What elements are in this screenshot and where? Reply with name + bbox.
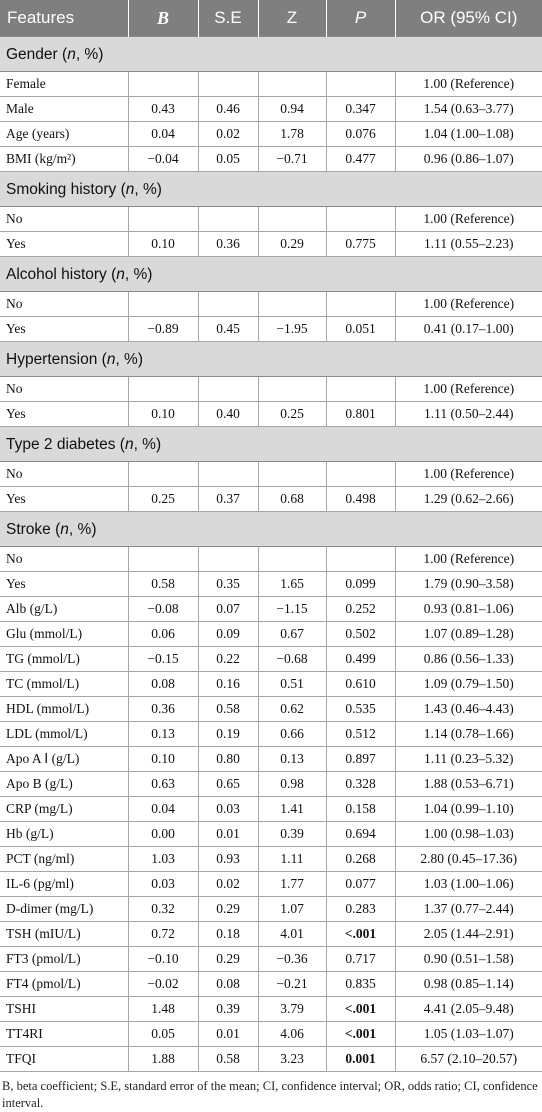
- cell-p: 0.328: [326, 772, 395, 797]
- cell-z: −0.36: [258, 947, 326, 972]
- cell-b: 0.10: [128, 747, 198, 772]
- section-header-row: [0, 427, 542, 462]
- cell-p: 0.099: [326, 572, 395, 597]
- cell-se: 0.16: [198, 672, 258, 697]
- cell-z: 0.51: [258, 672, 326, 697]
- header-features: Features: [0, 0, 128, 37]
- cell-or: 1.07 (0.89–1.28): [395, 622, 542, 647]
- table-row: [0, 997, 542, 1022]
- cell-se: 0.18: [198, 922, 258, 947]
- cell-z: 0.68: [258, 487, 326, 512]
- cell-p: 0.347: [326, 97, 395, 122]
- header-se: S.E: [198, 0, 258, 37]
- table-row: [0, 897, 542, 922]
- table-row: [0, 317, 542, 342]
- table-row: [0, 647, 542, 672]
- cell-z: 1.41: [258, 797, 326, 822]
- cell-se: 0.35: [198, 572, 258, 597]
- cell-se: 0.46: [198, 97, 258, 122]
- cell-or: 1.54 (0.63–3.77): [395, 97, 542, 122]
- cell-z: −1.15: [258, 597, 326, 622]
- table-row: [0, 72, 542, 97]
- cell-p: 0.051: [326, 317, 395, 342]
- cell-feature: Alb (g/L): [0, 597, 128, 622]
- cell-or: 4.41 (2.05–9.48): [395, 997, 542, 1022]
- cell-or: 0.96 (0.86–1.07): [395, 147, 542, 172]
- cell-se: [198, 72, 258, 97]
- cell-se: 0.01: [198, 822, 258, 847]
- section-suffix: (n, %): [119, 436, 162, 453]
- cell-or: 2.80 (0.45–17.36): [395, 847, 542, 872]
- cell-z: [258, 377, 326, 402]
- cell-b: [128, 547, 198, 572]
- section-header-cell: [0, 257, 542, 292]
- cell-feature: FT4 (pmol/L): [0, 972, 128, 997]
- cell-feature: IL-6 (pg/ml): [0, 872, 128, 897]
- table-row: [0, 747, 542, 772]
- section-label: Gender: [6, 46, 58, 63]
- table-row: [0, 797, 542, 822]
- header-z: Z: [258, 0, 326, 37]
- table-row: [0, 922, 542, 947]
- cell-se: 0.22: [198, 647, 258, 672]
- cell-b: −0.02: [128, 972, 198, 997]
- cell-b: 0.25: [128, 487, 198, 512]
- cell-feature: No: [0, 207, 128, 232]
- table-row: [0, 292, 542, 317]
- cell-se: 0.08: [198, 972, 258, 997]
- cell-or: 1.04 (0.99–1.10): [395, 797, 542, 822]
- cell-feature: Yes: [0, 572, 128, 597]
- cell-or: 2.05 (1.44–2.91): [395, 922, 542, 947]
- cell-z: 4.06: [258, 1022, 326, 1047]
- cell-p: 0.801: [326, 402, 395, 427]
- cell-se: 0.01: [198, 1022, 258, 1047]
- cell-b: −0.15: [128, 647, 198, 672]
- table-row: [0, 947, 542, 972]
- table-body: [0, 37, 542, 1072]
- cell-or: 0.90 (0.51–1.58): [395, 947, 542, 972]
- cell-b: 0.43: [128, 97, 198, 122]
- section-label: Stroke: [6, 521, 51, 538]
- table-row: [0, 572, 542, 597]
- cell-se: 0.03: [198, 797, 258, 822]
- cell-z: −0.68: [258, 647, 326, 672]
- cell-b: −0.10: [128, 947, 198, 972]
- cell-or: 0.86 (0.56–1.33): [395, 647, 542, 672]
- cell-or: 0.41 (0.17–1.00): [395, 317, 542, 342]
- section-header-row: [0, 257, 542, 292]
- table-row: [0, 377, 542, 402]
- table-row: [0, 402, 542, 427]
- cell-or: 1.14 (0.78–1.66): [395, 722, 542, 747]
- cell-z: 1.07: [258, 897, 326, 922]
- cell-z: 0.98: [258, 772, 326, 797]
- cell-b: 0.32: [128, 897, 198, 922]
- cell-or: 1.29 (0.62–2.66): [395, 487, 542, 512]
- cell-b: 0.04: [128, 797, 198, 822]
- cell-feature: FT3 (pmol/L): [0, 947, 128, 972]
- cell-p: <.001: [326, 1022, 395, 1047]
- cell-b: 0.03: [128, 872, 198, 897]
- section-header-cell: [0, 427, 542, 462]
- table-row: [0, 822, 542, 847]
- cell-z: 0.94: [258, 97, 326, 122]
- section-suffix: (n, %): [62, 46, 104, 63]
- cell-feature: Male: [0, 97, 128, 122]
- cell-feature: Hb (g/L): [0, 822, 128, 847]
- cell-z: 0.67: [258, 622, 326, 647]
- cell-p: 0.775: [326, 232, 395, 257]
- cell-feature: Yes: [0, 317, 128, 342]
- cell-p: 0.502: [326, 622, 395, 647]
- cell-feature: PCT (ng/ml): [0, 847, 128, 872]
- cell-z: −0.21: [258, 972, 326, 997]
- cell-z: 0.13: [258, 747, 326, 772]
- cell-p: 0.498: [326, 487, 395, 512]
- cell-feature: TFQI: [0, 1047, 128, 1072]
- cell-p: [326, 207, 395, 232]
- table-row: [0, 122, 542, 147]
- cell-b: 0.05: [128, 1022, 198, 1047]
- cell-or: 1.05 (1.03–1.07): [395, 1022, 542, 1047]
- cell-b: 0.63: [128, 772, 198, 797]
- cell-feature: Yes: [0, 487, 128, 512]
- cell-se: 0.39: [198, 997, 258, 1022]
- cell-p: 0.610: [326, 672, 395, 697]
- cell-se: 0.02: [198, 872, 258, 897]
- cell-b: 0.58: [128, 572, 198, 597]
- cell-or: 1.00 (0.98–1.03): [395, 822, 542, 847]
- cell-b: 0.08: [128, 672, 198, 697]
- cell-z: 0.25: [258, 402, 326, 427]
- cell-z: −0.71: [258, 147, 326, 172]
- section-header-row: [0, 172, 542, 207]
- section-label: Smoking history: [6, 181, 117, 198]
- cell-z: [258, 72, 326, 97]
- cell-b: [128, 462, 198, 487]
- table-row: [0, 232, 542, 257]
- cell-se: 0.65: [198, 772, 258, 797]
- cell-feature: Glu (mmol/L): [0, 622, 128, 647]
- header-row: [0, 0, 542, 37]
- table-row: [0, 872, 542, 897]
- cell-se: 0.07: [198, 597, 258, 622]
- cell-b: 1.03: [128, 847, 198, 872]
- section-header-row: [0, 512, 542, 547]
- cell-feature: No: [0, 377, 128, 402]
- cell-feature: TG (mmol/L): [0, 647, 128, 672]
- cell-feature: BMI (kg/m²): [0, 147, 128, 172]
- cell-z: 0.39: [258, 822, 326, 847]
- cell-z: [258, 547, 326, 572]
- cell-p: 0.499: [326, 647, 395, 672]
- cell-or: 1.09 (0.79–1.50): [395, 672, 542, 697]
- section-suffix: (n, %): [101, 351, 143, 368]
- section-header-cell: [0, 342, 542, 377]
- table-row: [0, 622, 542, 647]
- cell-p: <.001: [326, 922, 395, 947]
- cell-se: [198, 462, 258, 487]
- cell-p: 0.897: [326, 747, 395, 772]
- cell-or: 1.43 (0.46–4.43): [395, 697, 542, 722]
- cell-se: 0.45: [198, 317, 258, 342]
- cell-feature: TT4RI: [0, 1022, 128, 1047]
- cell-or: 1.79 (0.90–3.58): [395, 572, 542, 597]
- table-row: [0, 1047, 542, 1072]
- cell-p: 0.001: [326, 1047, 395, 1072]
- cell-or: 1.37 (0.77–2.44): [395, 897, 542, 922]
- table-row: [0, 97, 542, 122]
- section-header-cell: [0, 37, 542, 72]
- cell-p: 0.077: [326, 872, 395, 897]
- cell-p: 0.477: [326, 147, 395, 172]
- cell-p: 0.076: [326, 122, 395, 147]
- cell-se: 0.29: [198, 897, 258, 922]
- table-row: [0, 547, 542, 572]
- cell-z: 1.65: [258, 572, 326, 597]
- cell-b: 0.10: [128, 402, 198, 427]
- cell-se: 0.19: [198, 722, 258, 747]
- cell-feature: Age (years): [0, 122, 128, 147]
- cell-feature: TC (mmol/L): [0, 672, 128, 697]
- cell-feature: No: [0, 547, 128, 572]
- cell-p: 0.268: [326, 847, 395, 872]
- cell-se: 0.93: [198, 847, 258, 872]
- cell-p: 0.158: [326, 797, 395, 822]
- cell-z: [258, 292, 326, 317]
- cell-se: 0.37: [198, 487, 258, 512]
- cell-feature: TSH (mIU/L): [0, 922, 128, 947]
- cell-se: [198, 292, 258, 317]
- cell-or: 1.11 (0.50–2.44): [395, 402, 542, 427]
- cell-p: [326, 462, 395, 487]
- cell-b: [128, 292, 198, 317]
- cell-feature: TSHI: [0, 997, 128, 1022]
- cell-or: 1.04 (1.00–1.08): [395, 122, 542, 147]
- cell-b: 0.10: [128, 232, 198, 257]
- cell-se: 0.80: [198, 747, 258, 772]
- cell-or: 1.00 (Reference): [395, 462, 542, 487]
- cell-or: 0.93 (0.81–1.06): [395, 597, 542, 622]
- table-row: [0, 772, 542, 797]
- cell-b: [128, 72, 198, 97]
- section-header-cell: [0, 512, 542, 547]
- cell-z: 0.66: [258, 722, 326, 747]
- cell-se: 0.05: [198, 147, 258, 172]
- cell-z: 1.11: [258, 847, 326, 872]
- cell-feature: Apo A Ⅰ (g/L): [0, 747, 128, 772]
- table-row: [0, 672, 542, 697]
- table-header: [0, 0, 542, 37]
- section-header-cell: [0, 172, 542, 207]
- cell-or: 1.11 (0.23–5.32): [395, 747, 542, 772]
- header-p: P: [326, 0, 395, 37]
- cell-z: 1.77: [258, 872, 326, 897]
- table-row: [0, 972, 542, 997]
- cell-feature: HDL (mmol/L): [0, 697, 128, 722]
- cell-b: 0.36: [128, 697, 198, 722]
- cell-z: 0.62: [258, 697, 326, 722]
- cell-p: [326, 547, 395, 572]
- table-row: [0, 147, 542, 172]
- cell-p: 0.694: [326, 822, 395, 847]
- section-label: Hypertension: [6, 351, 98, 368]
- cell-se: 0.58: [198, 697, 258, 722]
- section-label: Alcohol history: [6, 266, 107, 283]
- cell-z: 3.23: [258, 1047, 326, 1072]
- cell-feature: D-dimer (mg/L): [0, 897, 128, 922]
- cell-feature: Apo B (g/L): [0, 772, 128, 797]
- cell-z: [258, 207, 326, 232]
- cell-z: [258, 462, 326, 487]
- table-footnote: B, beta coefficient; S.E, standard error of the mean; CI, confidence interval; OR, odds ratio; CI, confidence interval.: [2, 1079, 538, 1110]
- cell-p: 0.835: [326, 972, 395, 997]
- section-suffix: (n, %): [120, 181, 162, 198]
- cell-z: 4.01: [258, 922, 326, 947]
- cell-p: 0.535: [326, 697, 395, 722]
- cell-or: 1.11 (0.55–2.23): [395, 232, 542, 257]
- cell-b: [128, 377, 198, 402]
- cell-p: 0.717: [326, 947, 395, 972]
- cell-b: 0.72: [128, 922, 198, 947]
- cell-b: −0.89: [128, 317, 198, 342]
- cell-b: 0.04: [128, 122, 198, 147]
- cell-z: 1.78: [258, 122, 326, 147]
- cell-se: 0.40: [198, 402, 258, 427]
- cell-p: [326, 292, 395, 317]
- cell-feature: No: [0, 292, 128, 317]
- cell-or: 1.88 (0.53–6.71): [395, 772, 542, 797]
- cell-or: 1.00 (Reference): [395, 377, 542, 402]
- header-b: B: [128, 0, 198, 37]
- cell-or: 6.57 (2.10–20.57): [395, 1047, 542, 1072]
- section-header-row: [0, 342, 542, 377]
- cell-se: 0.29: [198, 947, 258, 972]
- table-row: [0, 722, 542, 747]
- cell-z: −1.95: [258, 317, 326, 342]
- cell-b: 0.00: [128, 822, 198, 847]
- cell-se: 0.09: [198, 622, 258, 647]
- section-label: Type 2 diabetes: [6, 436, 116, 453]
- cell-or: 1.00 (Reference): [395, 292, 542, 317]
- table-row: [0, 1022, 542, 1047]
- cell-b: 0.13: [128, 722, 198, 747]
- cell-se: 0.02: [198, 122, 258, 147]
- cell-se: 0.36: [198, 232, 258, 257]
- cell-se: [198, 547, 258, 572]
- cell-se: [198, 207, 258, 232]
- cell-p: 0.252: [326, 597, 395, 622]
- cell-z: 3.79: [258, 997, 326, 1022]
- cell-b: −0.08: [128, 597, 198, 622]
- cell-or: 1.00 (Reference): [395, 72, 542, 97]
- section-header-row: [0, 37, 542, 72]
- cell-p: [326, 72, 395, 97]
- header-or: OR (95% CI): [395, 0, 542, 37]
- table-row: [0, 697, 542, 722]
- section-suffix: (n, %): [111, 266, 153, 283]
- cell-b: 1.88: [128, 1047, 198, 1072]
- cell-feature: CRP (mg/L): [0, 797, 128, 822]
- table-row: [0, 597, 542, 622]
- cell-feature: Yes: [0, 402, 128, 427]
- cell-b: 1.48: [128, 997, 198, 1022]
- cell-b: 0.06: [128, 622, 198, 647]
- table-row: [0, 847, 542, 872]
- cell-feature: LDL (mmol/L): [0, 722, 128, 747]
- cell-p: [326, 377, 395, 402]
- cell-p: 0.512: [326, 722, 395, 747]
- cell-or: 1.03 (1.00–1.06): [395, 872, 542, 897]
- cell-feature: No: [0, 462, 128, 487]
- cell-or: 1.00 (Reference): [395, 547, 542, 572]
- table-row: [0, 487, 542, 512]
- cell-b: −0.04: [128, 147, 198, 172]
- cell-p: <.001: [326, 997, 395, 1022]
- cell-p: 0.283: [326, 897, 395, 922]
- table-row: [0, 462, 542, 487]
- cell-b: [128, 207, 198, 232]
- cell-z: 0.29: [258, 232, 326, 257]
- cell-or: 0.98 (0.85–1.14): [395, 972, 542, 997]
- section-suffix: (n, %): [55, 521, 97, 538]
- cell-se: 0.58: [198, 1047, 258, 1072]
- cell-feature: Yes: [0, 232, 128, 257]
- cell-se: [198, 377, 258, 402]
- table-row: [0, 207, 542, 232]
- cell-feature: Female: [0, 72, 128, 97]
- cell-or: 1.00 (Reference): [395, 207, 542, 232]
